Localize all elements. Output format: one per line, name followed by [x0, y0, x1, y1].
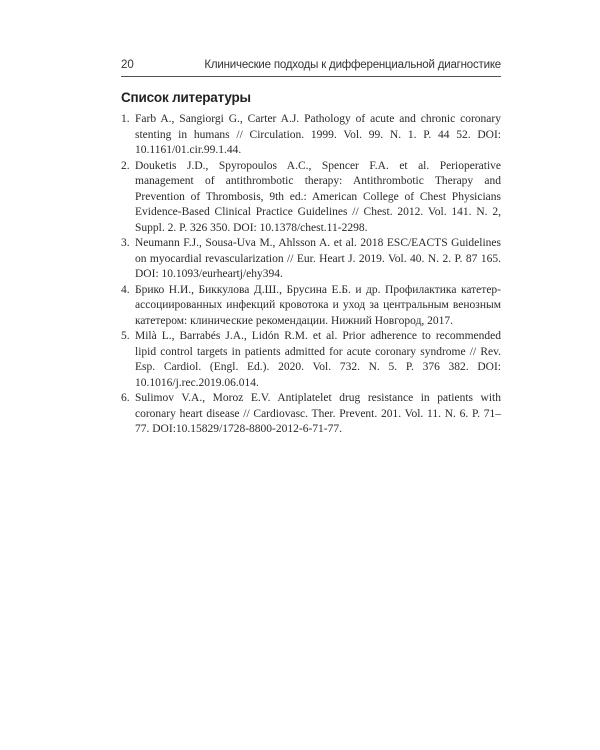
- reference-text: Farb A., Sangiorgi G., Carter A.J. Pathology of acute and chronic coronary stenting in humans // Circulation. 1999. Vol. 99. N. 1. P. 44 52. DOI: 10.1161/01.cir.99.1.44.: [135, 113, 501, 156]
- reference-number: 1.: [121, 113, 130, 125]
- reference-list: [121, 112, 501, 438]
- reference-item: [121, 159, 501, 237]
- reference-item: [121, 329, 501, 391]
- reference-number: 6.: [121, 392, 130, 404]
- reference-item: [121, 236, 501, 283]
- page-number: 20: [121, 59, 134, 71]
- reference-text: Milà L., Barrabés J.A., Lidón R.M. et al. Prior adherence to recommended lipid control targets in patients admitted for acute coronary syndrome // Rev. Esp. Cardiol. (Engl. Ed.). 2020. Vol. 732. N. 5. P. 376 382. DOI: 10.1016/j.rec.2019.06.014.: [135, 330, 501, 389]
- header-divider: [121, 76, 501, 77]
- running-title: Клинические подходы к дифференциальной диагностике: [204, 59, 501, 71]
- reference-item: [121, 112, 501, 159]
- reference-text: Брико Н.И., Биккулова Д.Ш., Брусина Е.Б. и др. Профилактика катетер-ассоциированных инфекций кровотока и уход за центральным венозным катетером: клинические рекомендации. Нижний Новгород, 2017.: [135, 283, 501, 327]
- reference-number: 2.: [121, 159, 130, 172]
- reference-text: Sulimov V.A., Moroz E.V. Antiplatelet drug resistance in patients with coronary heart disease // Cardiovasc. Ther. Prevent. 201. Vol. 11. N. 6. P. 71–77. DOI:10.15829/1728-8800-2012-6-71-77.: [135, 392, 501, 435]
- reference-text: Neumann F.J., Sousa-Uva M., Ahlsson A. et al. 2018 ESC/EACTS Guidelines on myocardial revascularization // Eur. Heart J. 2019. Vol. 40. N. 2. P. 87 165. DOI: 10.1093/eurheartj/ehy394.: [135, 237, 501, 280]
- reference-number: 4.: [121, 283, 130, 296]
- reference-item: [121, 391, 501, 438]
- page-header: [121, 57, 501, 75]
- reference-number: 5.: [121, 330, 130, 342]
- reference-item: [121, 283, 501, 330]
- reference-number: 3.: [121, 237, 130, 249]
- section-title: Список литературы: [121, 90, 251, 105]
- reference-text: Douketis J.D., Spyropoulos A.C., Spencer F.A. et al. Perioperative management of antithrombotic therapy: Antithrombotic Therapy and Prevention of Thrombosis, 9th ed.: American College of Chest Physicians Evidence-Based Clinical Practice Guidelines // Chest. 2012. Vol. 141. N. 2, Suppl. 2. P. 326 350. DOI: 10.1378/chest.11-2298.: [135, 159, 501, 234]
